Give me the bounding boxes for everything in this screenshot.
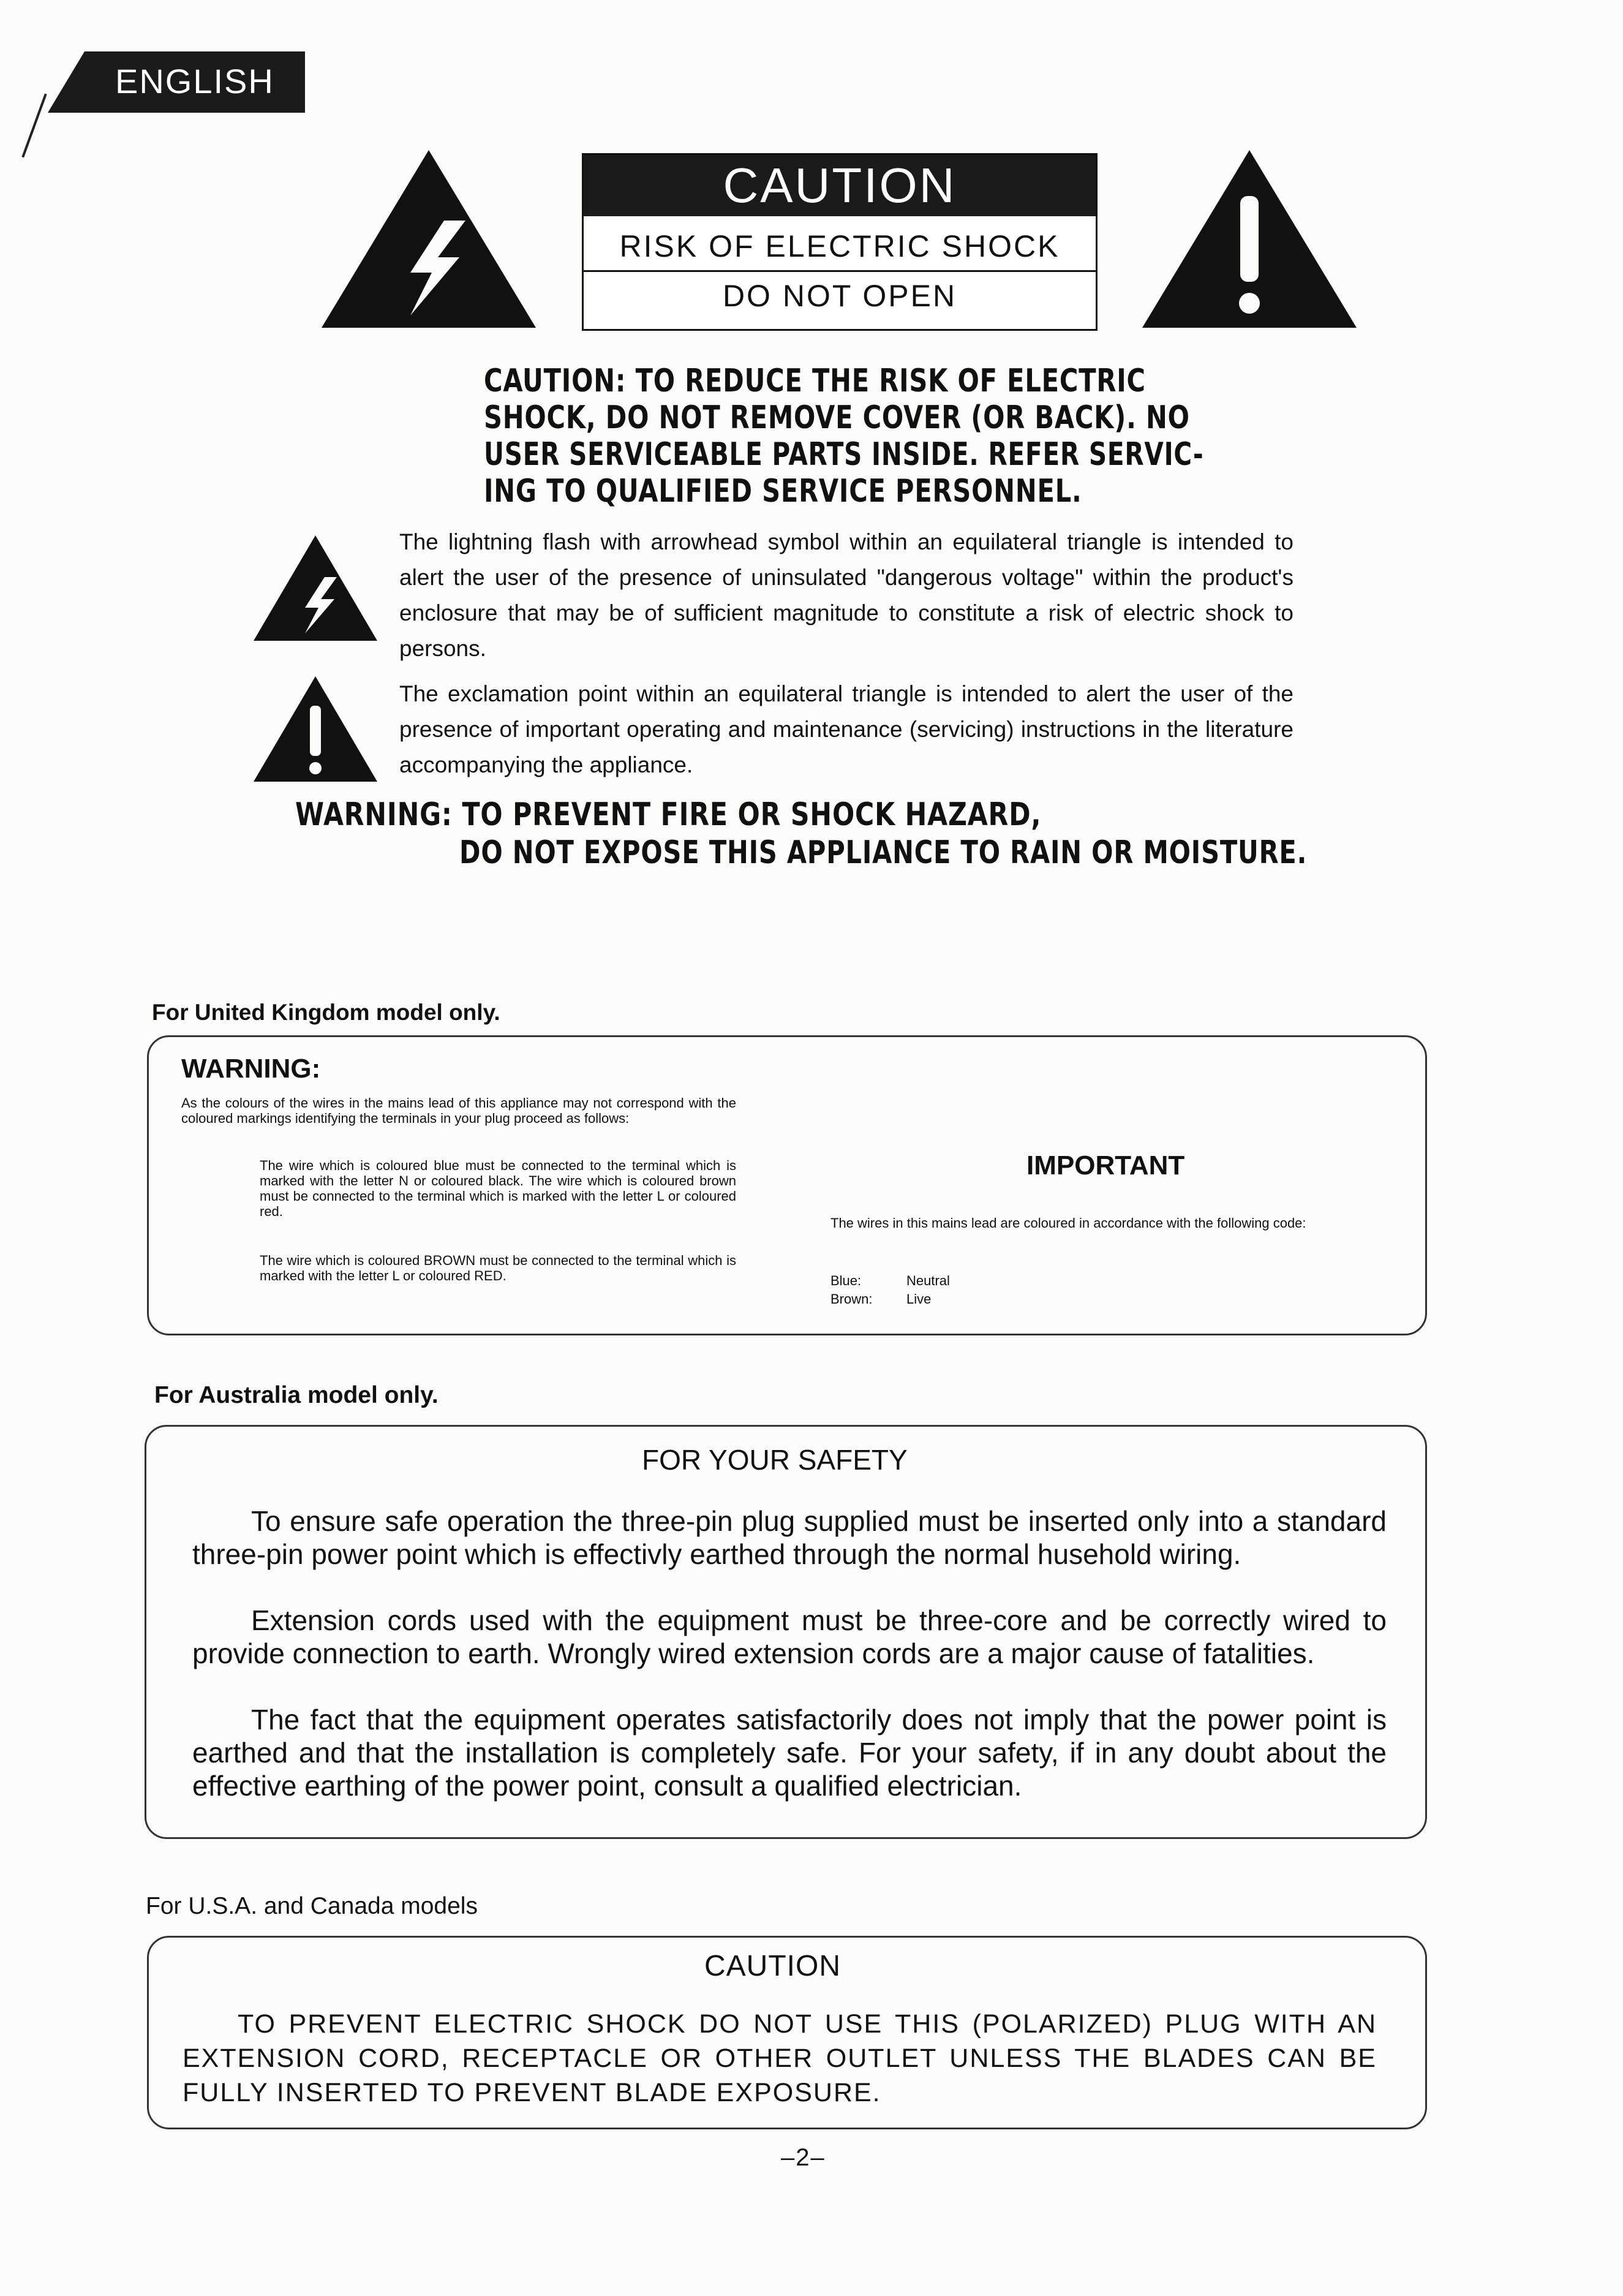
lightning-triangle-icon xyxy=(318,147,539,331)
exclamation-triangle-icon xyxy=(1139,147,1360,331)
corner-mark xyxy=(21,94,47,158)
uk-code-blue-label: Blue: xyxy=(830,1273,862,1288)
australia-paragraph-1: To ensure safe operation the three-pin plug supplied must be inserted only into a standard three-pin power point which is effectivly earthed through the normal husehold wiring. xyxy=(192,1505,1387,1570)
caution-statement-line-2: SHOCK, DO NOT REMOVE COVER (OR BACK). NO xyxy=(484,399,1190,436)
australia-paragraph-2: Extension cords used with the equipment must be three-core and be correctly wired to provide connection to earth. Wrongly wired extension cords are a major cause of fatalities. xyxy=(192,1604,1387,1669)
uk-important-text: The wires in this mains lead are coloured in accordance with the following code: xyxy=(830,1215,1306,1231)
warning-statement-line-1: WARNING: TO PREVENT FIRE OR SHOCK HAZARD, xyxy=(295,796,1042,833)
language-tab xyxy=(48,51,305,113)
uk-warning-title: WARNING: xyxy=(181,1054,321,1084)
lightning-symbol-icon xyxy=(251,533,380,643)
exclamation-symbol-description: The exclamation point within an equilateral triangle is intended to alert the user of the presence of important operating and maintenance (servicing) instructions in the literature accompanying the appliance. xyxy=(399,681,1294,777)
usa-canada-model-label: For U.S.A. and Canada models xyxy=(146,1893,478,1919)
uk-code-brown-value: Live xyxy=(906,1291,932,1307)
exclamation-symbol-icon xyxy=(251,674,380,784)
caution-statement-line-1: CAUTION: TO REDUCE THE RISK OF ELECTRIC xyxy=(484,363,1146,399)
uk-code-blue-value: Neutral xyxy=(906,1273,950,1288)
uk-warning-item-1: The wire which is coloured blue must be connected to the terminal which is marked with the letter N or coloured black. The wire which is coloured brown must be connected to the terminal which is marked with the letter L or coloured red. xyxy=(260,1158,736,1219)
usa-caution-title: CAUTION xyxy=(704,1950,841,1982)
australia-model-label: For Australia model only. xyxy=(154,1382,439,1408)
caution-statement-line-3: USER SERVICEABLE PARTS INSIDE. REFER SERVIC- xyxy=(484,436,1204,473)
uk-code-brown-label: Brown: xyxy=(830,1291,873,1307)
language-tab-label: ENGLISH xyxy=(115,62,274,100)
caution-label-box xyxy=(582,153,1098,331)
uk-important-title: IMPORTANT xyxy=(1026,1150,1185,1180)
lightning-symbol-description: The lightning flash with arrowhead symbol within an equilateral triangle is intended to alert the user of the presence of uninsulated "dangerous voltage" within the product's enclosure that may be of sufficient magnitude to constitute a risk of electric shock to persons. xyxy=(399,529,1294,661)
caution-heading: CAUTION xyxy=(584,155,1096,216)
caution-do-not-open-line: DO NOT OPEN xyxy=(584,270,1096,314)
uk-warning-intro: As the colours of the wires in the mains lead of this appliance may not correspond with the coloured markings identifying the terminals in your plug proceed as follows: xyxy=(181,1095,736,1126)
uk-model-label: For United Kingdom model only. xyxy=(152,1000,500,1025)
usa-caution-text: TO PREVENT ELECTRIC SHOCK DO NOT USE THIS (POLARIZED) PLUG WITH AN EXTENSION CORD, RECEPTACLE OR OTHER OUTLET UNLESS THE BLADES CAN BE FULLY INSERTED TO PREVENT BLADE EXPOSURE. xyxy=(183,2009,1377,2107)
australia-paragraph-3: The fact that the equipment operates satisfactorily does not imply that the power point is earthed and that the installation is completely safe. For your safety, if in any doubt about the effective earthing of the power point, consult a qualified electrician. xyxy=(192,1704,1387,1802)
caution-statement-line-4: ING TO QUALIFIED SERVICE PERSONNEL. xyxy=(484,473,1082,510)
page-number: –2– xyxy=(781,2144,826,2171)
australia-safety-title: FOR YOUR SAFETY xyxy=(642,1444,908,1476)
warning-statement-line-2: DO NOT EXPOSE THIS APPLIANCE TO RAIN OR MOISTURE. xyxy=(459,834,1308,871)
uk-warning-item-2: The wire which is coloured BROWN must be connected to the terminal which is marked with the letter L or coloured RED. xyxy=(260,1253,736,1283)
caution-risk-line: RISK OF ELECTRIC SHOCK xyxy=(619,229,1060,263)
